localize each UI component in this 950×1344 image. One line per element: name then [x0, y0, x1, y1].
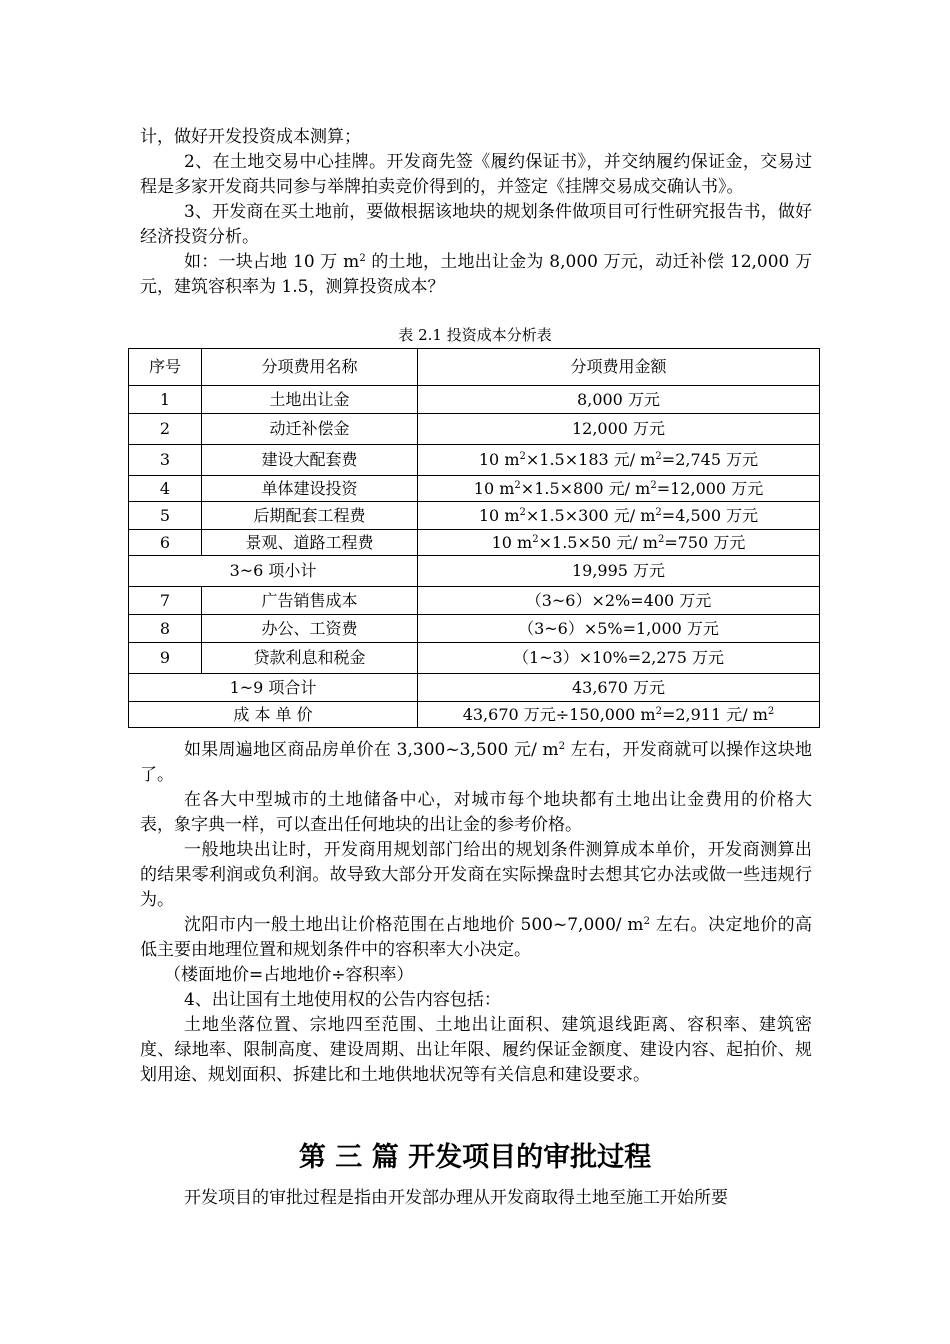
- table-caption: 表 2.1 投资成本分析表: [398, 326, 552, 344]
- unit-cost-row: [129, 702, 820, 728]
- cost-analysis-table: [128, 348, 820, 728]
- row-number: 7: [129, 587, 202, 615]
- table-row: [129, 386, 820, 414]
- paragraph: 开发项目的审批过程是指由开发部办理从开发商取得土地至施工开始所要: [184, 1188, 728, 1208]
- unit-cost-label: 成 本 单 价: [129, 702, 418, 728]
- row-name: 贷款利息和税金: [202, 643, 418, 674]
- paragraph: 如果周遍地区商品房单价在 3,300~3,500 元/ $m^2$ 左右，开发商就可以操作这块地了。: [140, 740, 813, 785]
- intro-text: [140, 125, 812, 300]
- header-cell: 序号: [129, 349, 202, 386]
- table-header-row: [129, 349, 820, 386]
- row-number: 1: [129, 386, 202, 414]
- row-amount: （1~3）×10%=2,275 万元: [418, 643, 820, 674]
- row-number: 2: [129, 414, 202, 445]
- section-heading: 第 三 篇 开发项目的审批过程: [298, 1142, 652, 1173]
- paragraph: 沈阳市内一般土地出让价格范围在占地地价 500~7,000/ $m^2$ 左右。决定地价的高低主要由地理位置和规划条件中的容积率大小决定。: [140, 915, 813, 960]
- row-name: 后期配套工程费: [202, 502, 418, 530]
- row-name: 景观、道路工程费: [202, 530, 418, 556]
- subtotal-row: [129, 556, 820, 587]
- row-amount: 12,000 万元: [418, 414, 820, 445]
- paragraph: 一般地块出让时，开发商用规划部门给出的规划条件测算成本单价，开发商测算出的结果零利润或负利润。故导致大部分开发商在实际操盘时去想其它办法或做一些违规行为。: [140, 840, 812, 910]
- table-row: [129, 587, 820, 615]
- paragraph: （楼面地价=占地地价÷容积率）: [164, 965, 414, 985]
- paragraph: 3、开发商在买土地前，要做根据该地块的规划条件做项目可行性研究报告书，做好经济投资分析。: [140, 202, 812, 247]
- subtotal-amount: 19,995 万元: [418, 556, 820, 587]
- table-row: [129, 414, 820, 445]
- row-number: 8: [129, 615, 202, 643]
- paragraph: 4、出让国有土地使用权的公告内容包括：: [184, 990, 501, 1010]
- row-amount: （3~6）×5%=1,000 万元: [418, 615, 820, 643]
- total-row: [129, 674, 820, 702]
- row-amount: 10 $m^2\times 1.5\times 183$ 元/ $m^2=2,745$ 万元: [418, 445, 820, 476]
- closing-text: [140, 1186, 812, 1211]
- row-amount: 10 $m^2\times 1.5\times 50$ 元/ $m^2=750$ 万元: [418, 530, 820, 556]
- table-row: [129, 445, 820, 476]
- row-number: 9: [129, 643, 202, 674]
- table-row: [129, 502, 820, 530]
- table-row: [129, 615, 820, 643]
- paragraph: 计，做好开发投资成本测算；: [140, 127, 361, 147]
- row-name: 动迁补偿金: [202, 414, 418, 445]
- example-paragraph: 如：一块占地 10 万 $m^2$ 的土地，土地出让金为 8,000 万元，动迁补偿 12,000 万元，建筑容积率为 1.5，测算投资成本？: [140, 252, 813, 297]
- row-name: 单体建设投资: [202, 476, 418, 502]
- row-amount: （3~6）×2%=400 万元: [418, 587, 820, 615]
- row-amount: 10 $m^2\times 1.5\times 800$ 元/ $m^2=12,000$ 万元: [418, 476, 820, 502]
- total-amount: 43,670 万元: [418, 674, 820, 702]
- total-label: 1~9 项合计: [129, 674, 418, 702]
- row-number: 4: [129, 476, 202, 502]
- paragraph: 2、在土地交易中心挂牌。开发商先签《履约保证书》，并交纳履约保证金，交易过程是多家开发商共同参与举牌拍卖竞价得到的，并签定《挂牌交易成交确认书》。: [140, 152, 812, 197]
- row-number: 6: [129, 530, 202, 556]
- row-name: 办公、工资费: [202, 615, 418, 643]
- row-name: 建设大配套费: [202, 445, 418, 476]
- row-name: 土地出让金: [202, 386, 418, 414]
- paragraph: 土地坐落位置、宗地四至范围、土地出让面积、建筑退线距离、容积率、建筑密度、绿地率、限制高度、建设周期、出让年限、履约保证金额度、建设内容、起拍价、规划用途、规划面积、拆建比和土地供地状况等有关信息和建设要求。: [140, 1015, 812, 1085]
- table-row: [129, 530, 820, 556]
- paragraph: 在各大中型城市的土地储备中心，对城市每个地块都有土地出让金费用的价格大表，象字典一样，可以查出任何地块的出让金的参考价格。: [140, 790, 812, 835]
- row-name: 广告销售成本: [202, 587, 418, 615]
- row-number: 3: [129, 445, 202, 476]
- table-row: [129, 643, 820, 674]
- row-amount: 10 $m^2\times 1.5\times 300$ 元/ $m^2=4,500$ 万元: [418, 502, 820, 530]
- header-cell: 分项费用金额: [418, 349, 820, 386]
- row-number: 5: [129, 502, 202, 530]
- header-cell: 分项费用名称: [202, 349, 418, 386]
- body-text: [140, 738, 812, 1088]
- subtotal-label: 3~6 项小计: [129, 556, 418, 587]
- unit-cost-amount: 43,670 万元÷150,000 $m^2=2,911$ 元/ $m^2$: [418, 702, 820, 728]
- row-amount: 8,000 万元: [418, 386, 820, 414]
- table-row: [129, 476, 820, 502]
